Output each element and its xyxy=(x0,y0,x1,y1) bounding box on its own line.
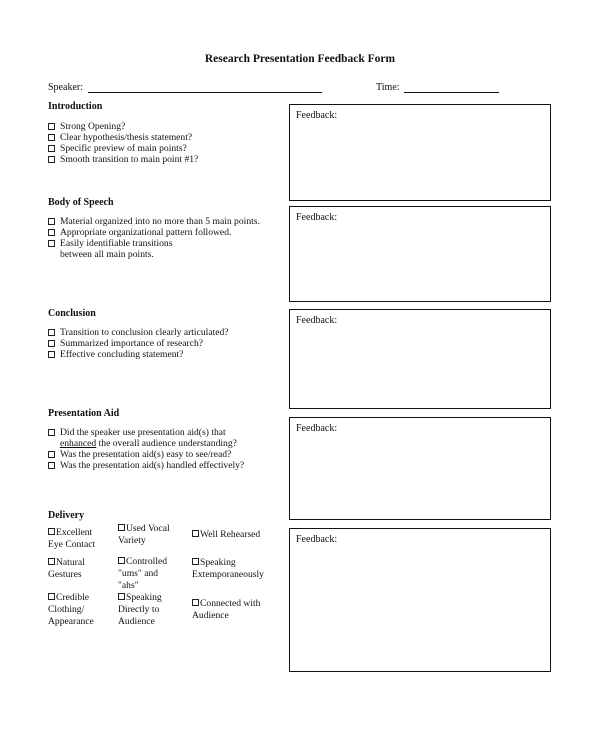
checklist-item-label: Strong Opening? xyxy=(60,121,126,132)
checkbox[interactable] xyxy=(48,528,55,535)
checkbox[interactable] xyxy=(48,451,55,458)
checklist-item-continuation: between all main points. xyxy=(60,249,154,260)
delivery-feedback-box[interactable] xyxy=(289,528,551,672)
checkbox[interactable] xyxy=(192,558,199,565)
presentation-aid-heading: Presentation Aid xyxy=(48,408,120,419)
checklist-item xyxy=(48,327,229,338)
underlined-word: enhanced xyxy=(60,438,97,449)
checkbox[interactable] xyxy=(118,524,125,531)
delivery-option-speaking-directly xyxy=(118,592,162,628)
feedback-label: Feedback: xyxy=(296,212,338,223)
option-label-line: Audience xyxy=(192,610,229,621)
conclusion-heading: Conclusion xyxy=(48,308,96,319)
presentation-aid-checklist xyxy=(48,427,244,471)
option-label-line: Natural xyxy=(56,557,85,568)
introduction-feedback-box[interactable] xyxy=(289,104,551,201)
option-label-line: "ums" and xyxy=(118,568,159,579)
checklist-item xyxy=(48,449,244,460)
checklist-item xyxy=(48,238,260,260)
checkbox[interactable] xyxy=(192,530,199,537)
checkbox[interactable] xyxy=(48,429,55,436)
delivery-option-vocal-variety xyxy=(118,523,170,547)
option-label-line: Credible xyxy=(56,592,90,603)
delivery-option-appearance xyxy=(48,592,94,628)
checklist-item-label: Appropriate organizational pattern followed. xyxy=(60,227,232,238)
checkbox[interactable] xyxy=(48,351,55,358)
option-label-line: Speaking xyxy=(200,557,236,568)
feedback-label: Feedback: xyxy=(296,534,338,545)
checklist-item-continuation xyxy=(60,438,244,449)
checkbox[interactable] xyxy=(48,558,55,565)
checklist-item-label: Easily identifiable transitions xyxy=(60,238,173,249)
checklist-item xyxy=(48,338,229,349)
checklist-item-label: Smooth transition to main point #1? xyxy=(60,154,199,165)
checklist-item xyxy=(48,349,229,360)
checkbox[interactable] xyxy=(48,145,55,152)
introduction-heading: Introduction xyxy=(48,101,103,112)
delivery-option-gestures xyxy=(48,557,85,581)
checklist-item xyxy=(48,132,198,143)
option-label-line: Extemporaneously xyxy=(192,569,264,580)
introduction-checklist xyxy=(48,121,198,165)
checklist-item xyxy=(48,121,198,132)
checkbox[interactable] xyxy=(118,557,125,564)
checklist-item xyxy=(48,227,260,238)
speaker-label: Speaker: xyxy=(48,82,83,93)
option-label-line: Speaking xyxy=(126,592,162,603)
checkbox[interactable] xyxy=(48,593,55,600)
option-label-line: Well Rehearsed xyxy=(200,529,261,540)
option-label-line: Used Vocal xyxy=(126,523,170,534)
time-label: Time: xyxy=(376,82,400,93)
delivery-option-eye-contact xyxy=(48,527,95,551)
body-checklist xyxy=(48,216,260,260)
presentation-aid-feedback-box[interactable] xyxy=(289,417,551,520)
option-label-line: Gestures xyxy=(48,569,82,580)
checklist-item-label: Effective concluding statement? xyxy=(60,349,184,360)
delivery-option-well-rehearsed xyxy=(192,529,260,541)
option-label-line: "ahs" xyxy=(118,580,139,591)
option-label-line: Clothing/ xyxy=(48,604,85,615)
conclusion-checklist xyxy=(48,327,229,360)
feedback-label: Feedback: xyxy=(296,423,338,434)
checklist-item-label: Specific preview of main points? xyxy=(60,143,187,154)
checkbox[interactable] xyxy=(48,340,55,347)
checkbox[interactable] xyxy=(48,134,55,141)
checklist-item xyxy=(48,143,198,154)
body-heading: Body of Speech xyxy=(48,197,114,208)
checklist-item-label: Transition to conclusion clearly articulated? xyxy=(60,327,229,338)
checkbox[interactable] xyxy=(48,218,55,225)
checkbox[interactable] xyxy=(48,156,55,163)
option-label-line: Variety xyxy=(118,535,146,546)
checklist-item-label: Was the presentation aid(s) easy to see/read? xyxy=(60,449,232,460)
form-title: Research Presentation Feedback Form xyxy=(204,53,396,65)
checkbox[interactable] xyxy=(118,593,125,600)
continuation-text: the overall audience understanding? xyxy=(96,438,237,449)
checklist-item xyxy=(48,216,260,227)
checkbox[interactable] xyxy=(48,240,55,247)
checklist-item-label: Summarized importance of research? xyxy=(60,338,204,349)
option-label-line: Excellent xyxy=(56,527,93,538)
speaker-field-line[interactable] xyxy=(88,92,322,93)
checkbox[interactable] xyxy=(192,599,199,606)
feedback-label: Feedback: xyxy=(296,110,338,121)
checkbox[interactable] xyxy=(48,123,55,130)
checklist-item xyxy=(48,460,244,471)
body-feedback-box[interactable] xyxy=(289,206,551,302)
delivery-heading: Delivery xyxy=(48,510,85,521)
checklist-item-label: Was the presentation aid(s) handled effectively? xyxy=(60,460,245,471)
option-label-line: Connected with xyxy=(200,598,261,609)
conclusion-feedback-box[interactable] xyxy=(289,309,551,409)
option-label-line: Audience xyxy=(118,616,155,627)
option-label-line: Appearance xyxy=(48,616,94,627)
option-label-line: Directly to xyxy=(118,604,160,615)
checklist-item-label: Clear hypothesis/thesis statement? xyxy=(60,132,193,143)
feedback-label: Feedback: xyxy=(296,315,338,326)
checklist-item-label: Did the speaker use presentation aid(s) that xyxy=(60,427,226,438)
delivery-option-ums-ahs xyxy=(118,556,167,592)
checklist-item xyxy=(48,154,198,165)
delivery-option-extemporaneous xyxy=(192,557,264,581)
delivery-option-connected xyxy=(192,598,260,622)
checkbox[interactable] xyxy=(48,462,55,469)
checklist-item xyxy=(48,427,244,449)
checkbox[interactable] xyxy=(48,329,55,336)
option-label-line: Eye Contact xyxy=(48,539,96,550)
checklist-item-label: Material organized into no more than 5 main points. xyxy=(60,216,260,227)
time-field-line[interactable] xyxy=(404,92,499,93)
option-label-line: Controlled xyxy=(126,556,168,567)
checkbox[interactable] xyxy=(48,229,55,236)
